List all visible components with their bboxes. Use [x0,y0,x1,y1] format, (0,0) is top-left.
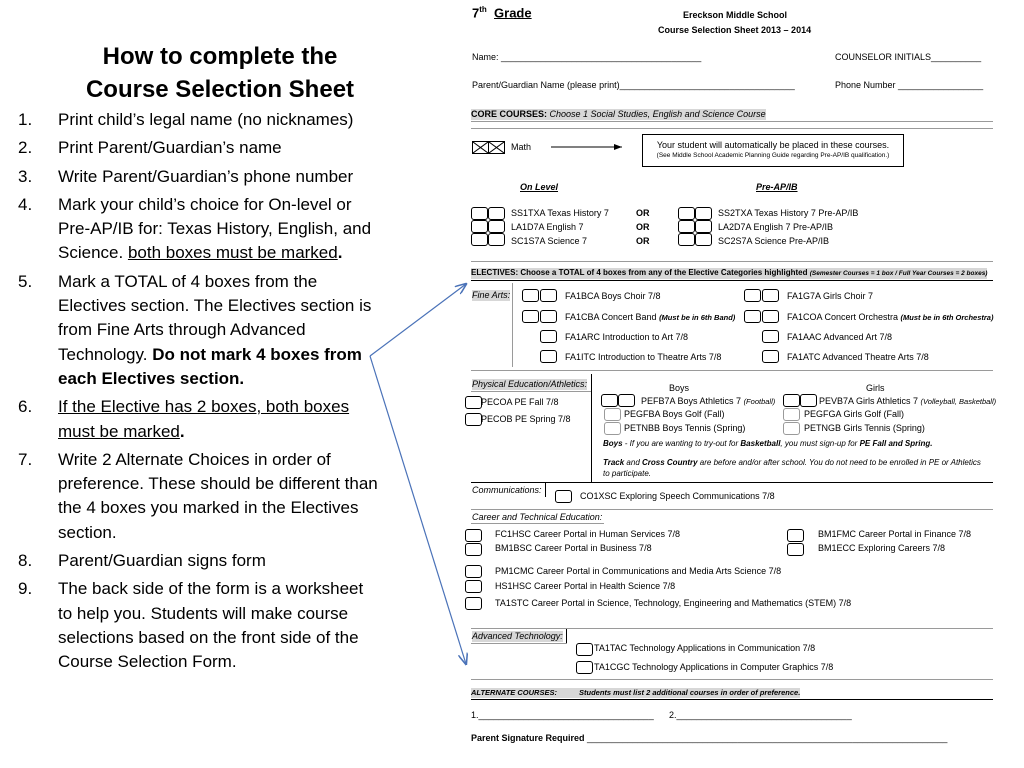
fine-arts-label: Fine Arts: [472,290,511,300]
checkbox[interactable] [762,310,779,323]
math-label: Math [511,142,532,152]
sheet-title: Course Selection Sheet 2013 – 2014 [658,25,812,35]
checkbox[interactable] [465,529,482,542]
preap-heading: Pre-AP/IB [756,182,798,192]
school-name: Ereckson Middle School [683,10,788,20]
checkbox[interactable] [787,529,804,542]
alternate-2-field[interactable]: 2.___________________________________ [669,710,852,720]
title-line-2: Course Selection Sheet [85,76,355,103]
alternate-1-field[interactable]: 1.___________________________________ [471,710,654,720]
communications-label: Communications: [472,485,542,495]
checkbox[interactable] [540,289,557,302]
checkbox[interactable] [540,330,557,343]
checkbox[interactable] [787,543,804,556]
grade-heading: 7th Grade [472,5,532,21]
checkbox[interactable] [465,580,482,593]
checkbox[interactable] [762,350,779,363]
checkbox[interactable] [783,422,800,435]
checkbox[interactable] [555,490,572,503]
list-item: 2. Print Parent/Guardian’s name [18,138,282,158]
checkbox[interactable] [488,207,505,220]
advanced-tech-label: Advanced Technology: [472,631,563,641]
checkbox[interactable] [744,289,761,302]
checkbox[interactable] [471,207,488,220]
girls-heading: Girls [866,383,885,393]
checkbox[interactable] [783,408,800,421]
arrow-to-advanced-tech [370,356,466,664]
parent-name-field[interactable]: Parent/Guardian Name (please print)___________________________________ [472,80,795,90]
boys-heading: Boys [669,383,690,393]
math-checked-box [472,141,489,154]
list-item: 4. Mark your child’s choice for On-level or Pre-AP/IB for: Texas History, English, and Science. both boxes must be marked. [18,194,372,263]
checkbox[interactable] [465,396,482,409]
list-item: 8. Parent/Guardian signs form [18,551,266,571]
divider [471,523,604,524]
checkbox[interactable] [465,543,482,556]
checkbox[interactable] [744,310,761,323]
divider [471,628,993,629]
pe-athletics-label: Physical Education/Athletics: [472,379,588,389]
list-item: 9. The back side of the form is a worksheet to help you. Students will make course selections based on the front side of the Course Selection Form. [18,579,364,672]
list-item: 6. If the Elective has 2 boxes, both boxes must be marked. [18,397,350,441]
checkbox[interactable] [762,330,779,343]
track-note: Track and Cross Country are before and/or after school. You do not need to be enrolled in PE or Athletics to participate. [603,458,981,478]
divider [591,374,592,482]
checkbox[interactable] [471,220,488,233]
checkbox[interactable] [695,207,712,220]
checkbox[interactable] [762,289,779,302]
checkbox[interactable] [576,661,593,674]
divider [471,261,993,262]
checkbox[interactable] [488,233,505,246]
checkbox[interactable] [800,394,817,407]
checkbox[interactable] [540,310,557,323]
divider [471,370,993,371]
divider [471,482,993,483]
checkbox[interactable] [522,289,539,302]
auto-placement-note: Your student will automatically be placed in these courses. (See Middle School Academic Planning Guide regarding Pre-AP/IB qualification.) [642,134,904,167]
divider [512,283,513,367]
on-level-heading: On Level [520,182,559,192]
list-item: 3. Write Parent/Guardian’s phone number [18,166,354,186]
divider [471,391,591,392]
divider [471,121,993,122]
arrow-to-fine-arts [370,284,466,356]
core-courses-header: CORE COURSES: Choose 1 Social Studies, English and Science Course [471,109,766,119]
divider [471,643,567,644]
checkbox[interactable] [783,394,800,407]
checkbox[interactable] [618,394,635,407]
checkbox[interactable] [488,220,505,233]
checkbox[interactable] [540,350,557,363]
checkbox[interactable] [678,207,695,220]
checkbox[interactable] [678,220,695,233]
list-item: 5. Mark a TOTAL of 4 boxes from the Electives section. The Electives section is from Fine Arts through Advanced Technology. Do not mark 4 boxes from each Electives section. [18,271,372,388]
checkbox[interactable] [471,233,488,246]
electives-header: ELECTIVES: Choose a TOTAL of 4 boxes from any of the Elective Categories highlighted (Semester Courses = 1 box / Full Year Courses = 2 boxes) [471,268,988,277]
counselor-initials-field[interactable]: COUNSELOR INITIALS__________ [835,52,982,62]
math-checked-box [488,141,505,154]
checkbox[interactable] [522,310,539,323]
checkbox[interactable] [678,233,695,246]
title-line-1: How to complete the [102,43,338,70]
checkbox[interactable] [465,565,482,578]
checkbox[interactable] [604,408,621,421]
boys-basketball-note: Boys - If you are wanting to try-out for Basketball, you must sign-up for PE Fall and Spring. [603,439,933,448]
checkbox[interactable] [576,643,593,656]
checkbox[interactable] [601,394,618,407]
alternate-courses-header: ALTERNATE COURSES: Students must list 2 additional courses in order of preference. [471,688,801,697]
checkbox[interactable] [695,233,712,246]
checkbox[interactable] [695,220,712,233]
checkbox[interactable] [604,422,621,435]
divider [471,679,993,680]
divider [471,128,993,129]
list-item: 7. Write 2 Alternate Choices in order of preference. These should be different than the 4 boxes you marked in the Electives section. [18,449,378,542]
divider [545,483,546,497]
checkbox[interactable] [465,413,482,426]
cte-label: Career and Technical Education: [472,512,603,522]
name-field[interactable]: Name: ________________________________________ [472,52,702,62]
divider [566,629,567,643]
divider [471,280,993,281]
divider [471,699,993,700]
list-item: 1. Print child’s legal name (no nicknames) [18,110,354,129]
parent-signature-field[interactable]: Parent Signature Required ________________________________________________________________________ [471,733,948,743]
checkbox[interactable] [465,597,482,610]
phone-field[interactable]: Phone Number _________________ [835,80,984,90]
divider [471,509,993,510]
